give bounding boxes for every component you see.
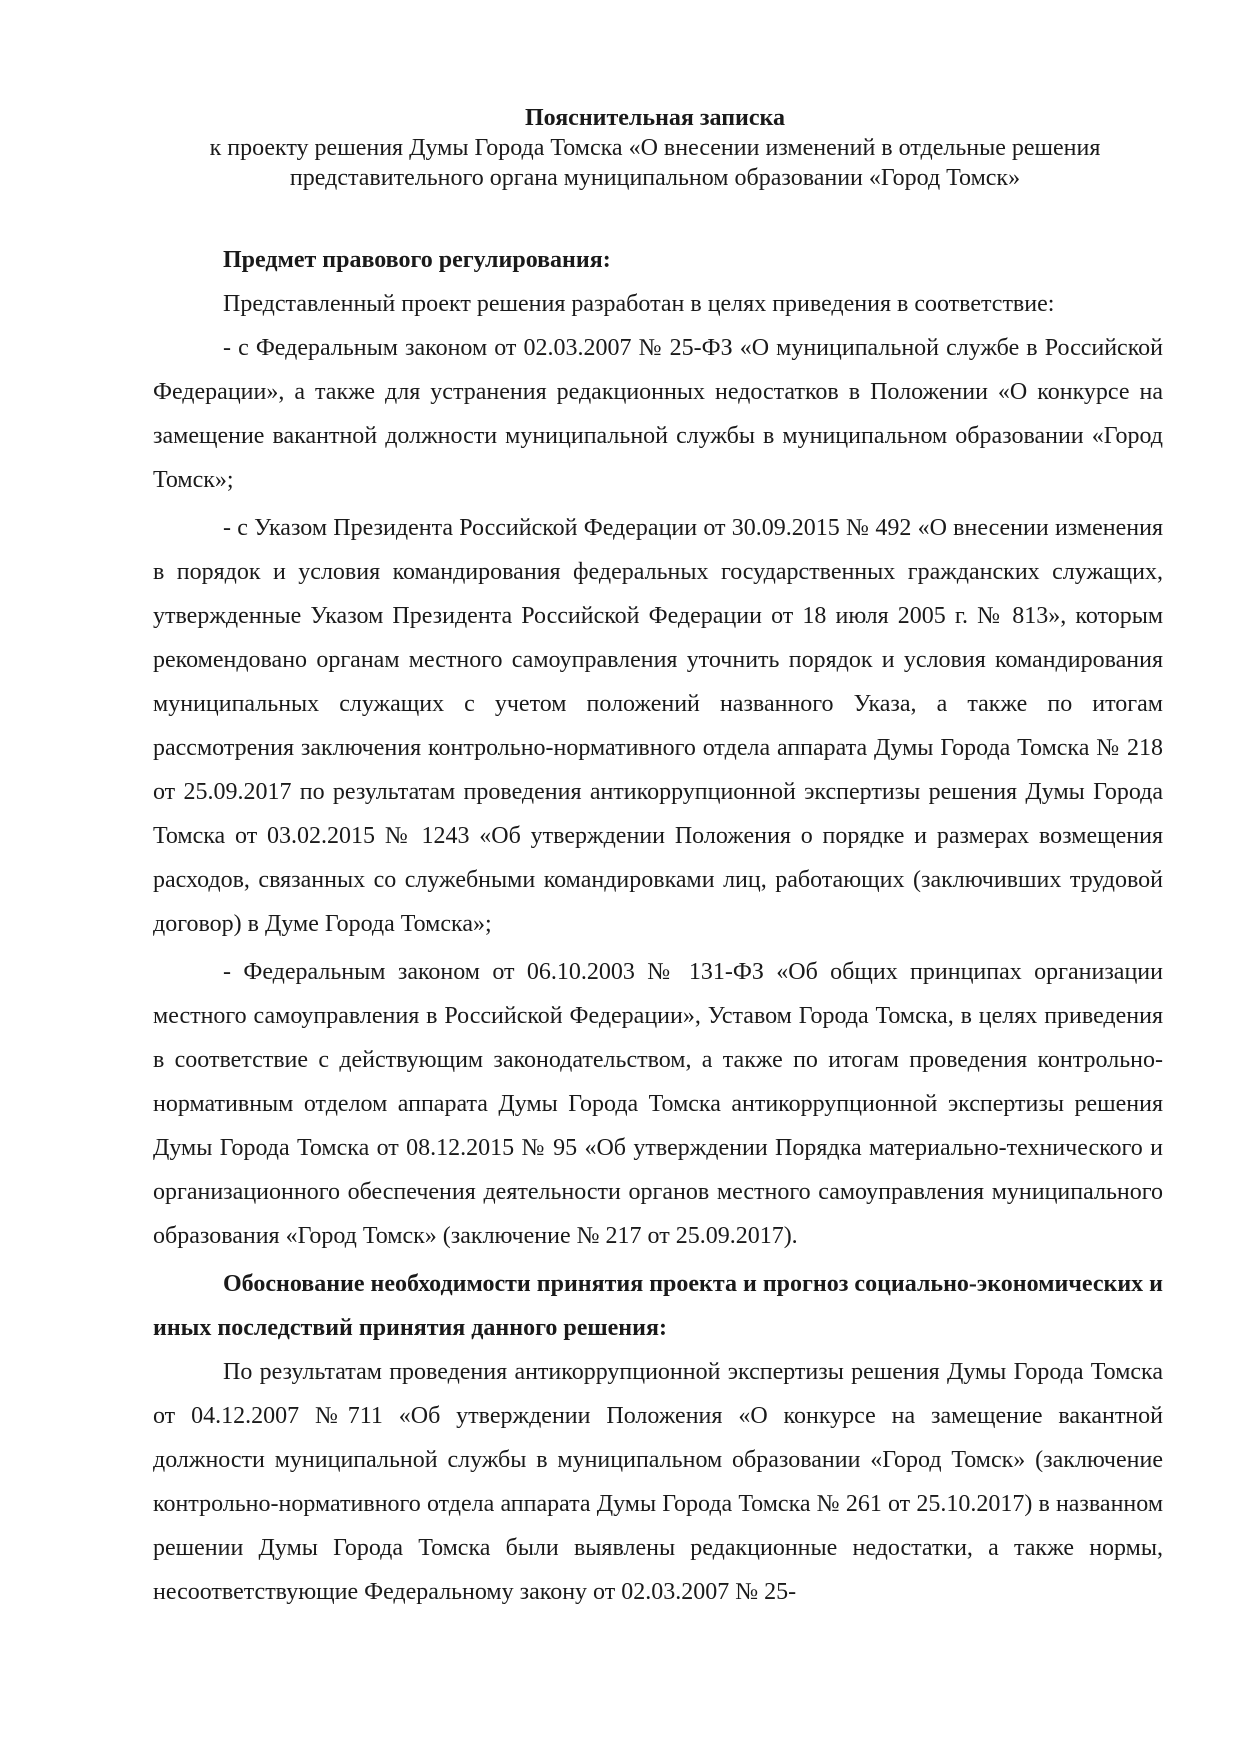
document-subtitle-line-2: представительного органа муниципальном образовании «Город Томск» [289, 165, 1021, 191]
list-item-decree-492: - с Указом Президента Российской Федерации от 30.09.2015 № 492 «О внесении изменения в порядок и условия командирования федеральных государственных гражданских служащих, утвержденные Указом Президента Российской Федерации от 18 июля 2005 г. № 813», которым рекомендовано органам местного самоуправления уточнить порядок и условия командирования муниципальных служащих с учетом положений названного Указа, а также по итогам рассмотрения заключения контрольно-нормативного отдела аппарата Думы Города Томска № 218 от 25.09.2017 по результатам проведения антикоррупционной экспертизы решения Думы Города Томска от 03.02.2015 № 1243 «Об утверждении Положения о порядке и размерах возмещения расходов, связанных со служебными командировками лиц, работающих (заключивших трудовой договор) в Думе Города Томска»; [153, 515, 1163, 937]
section-heading-subject: Предмет правового регулирования: [223, 247, 611, 273]
list-item-federal-law-131: - Федеральным законом от 06.10.2003 № 131-ФЗ «Об общих принципах организации местного самоуправления в Российской Федерации», Уставом Города Томска, в целях приведения в соответствие с действующим законодательством, а также по итогам проведения контрольно-нормативным отделом аппарата Думы Города Томска антикоррупционной экспертизы решения Думы Города Томска от 08.12.2015 № 95 «Об утверждении Порядка материально-технического и организационного обеспечения деятельности органов местного самоуправления муниципального образования «Город Томск» (заключение № 217 от 25.09.2017). [153, 959, 1163, 1249]
document-subtitle-line-1: к проекту решения Думы Города Томска «О внесении изменений в отдельные решения [209, 135, 1101, 161]
justification-paragraph: По результатам проведения антикоррупционной экспертизы решения Думы Города Томска от 04.12.2007 №711 «Об утверждении Положения «О конкурсе на замещение вакантной должности муниципальной службы в муниципальном образовании «Город Томск» (заключение контрольно-нормативного отдела аппарата Думы Города Томска № 261 от 25.10.2017) в названном решении Думы Города Томска были выявлены редакционные недостатки, а также нормы, несоответствующие Федеральному закону от 02.03.2007 № 25- [153, 1359, 1163, 1605]
document-body [153, 238, 1163, 1614]
section-intro: Представленный проект решения разработан в целях приведения в соответствие: [223, 291, 1055, 317]
list-item-federal-law-25: - с Федеральным законом от 02.03.2007 № 25-ФЗ «О муниципальной службе в Российской Федерации», а также для устранения редакционных недостатков в Положении «О конкурсе на замещение вакантной должности муниципальной службы в муниципальном образовании «Город Томск»; [153, 335, 1163, 493]
document-header [150, 103, 1160, 193]
section-heading-justification: Обоснование необходимости принятия проекта и прогноз социально-экономических и иных последствий принятия данного решения: [153, 1271, 1163, 1341]
document-title: Пояснительная записка [524, 105, 785, 131]
